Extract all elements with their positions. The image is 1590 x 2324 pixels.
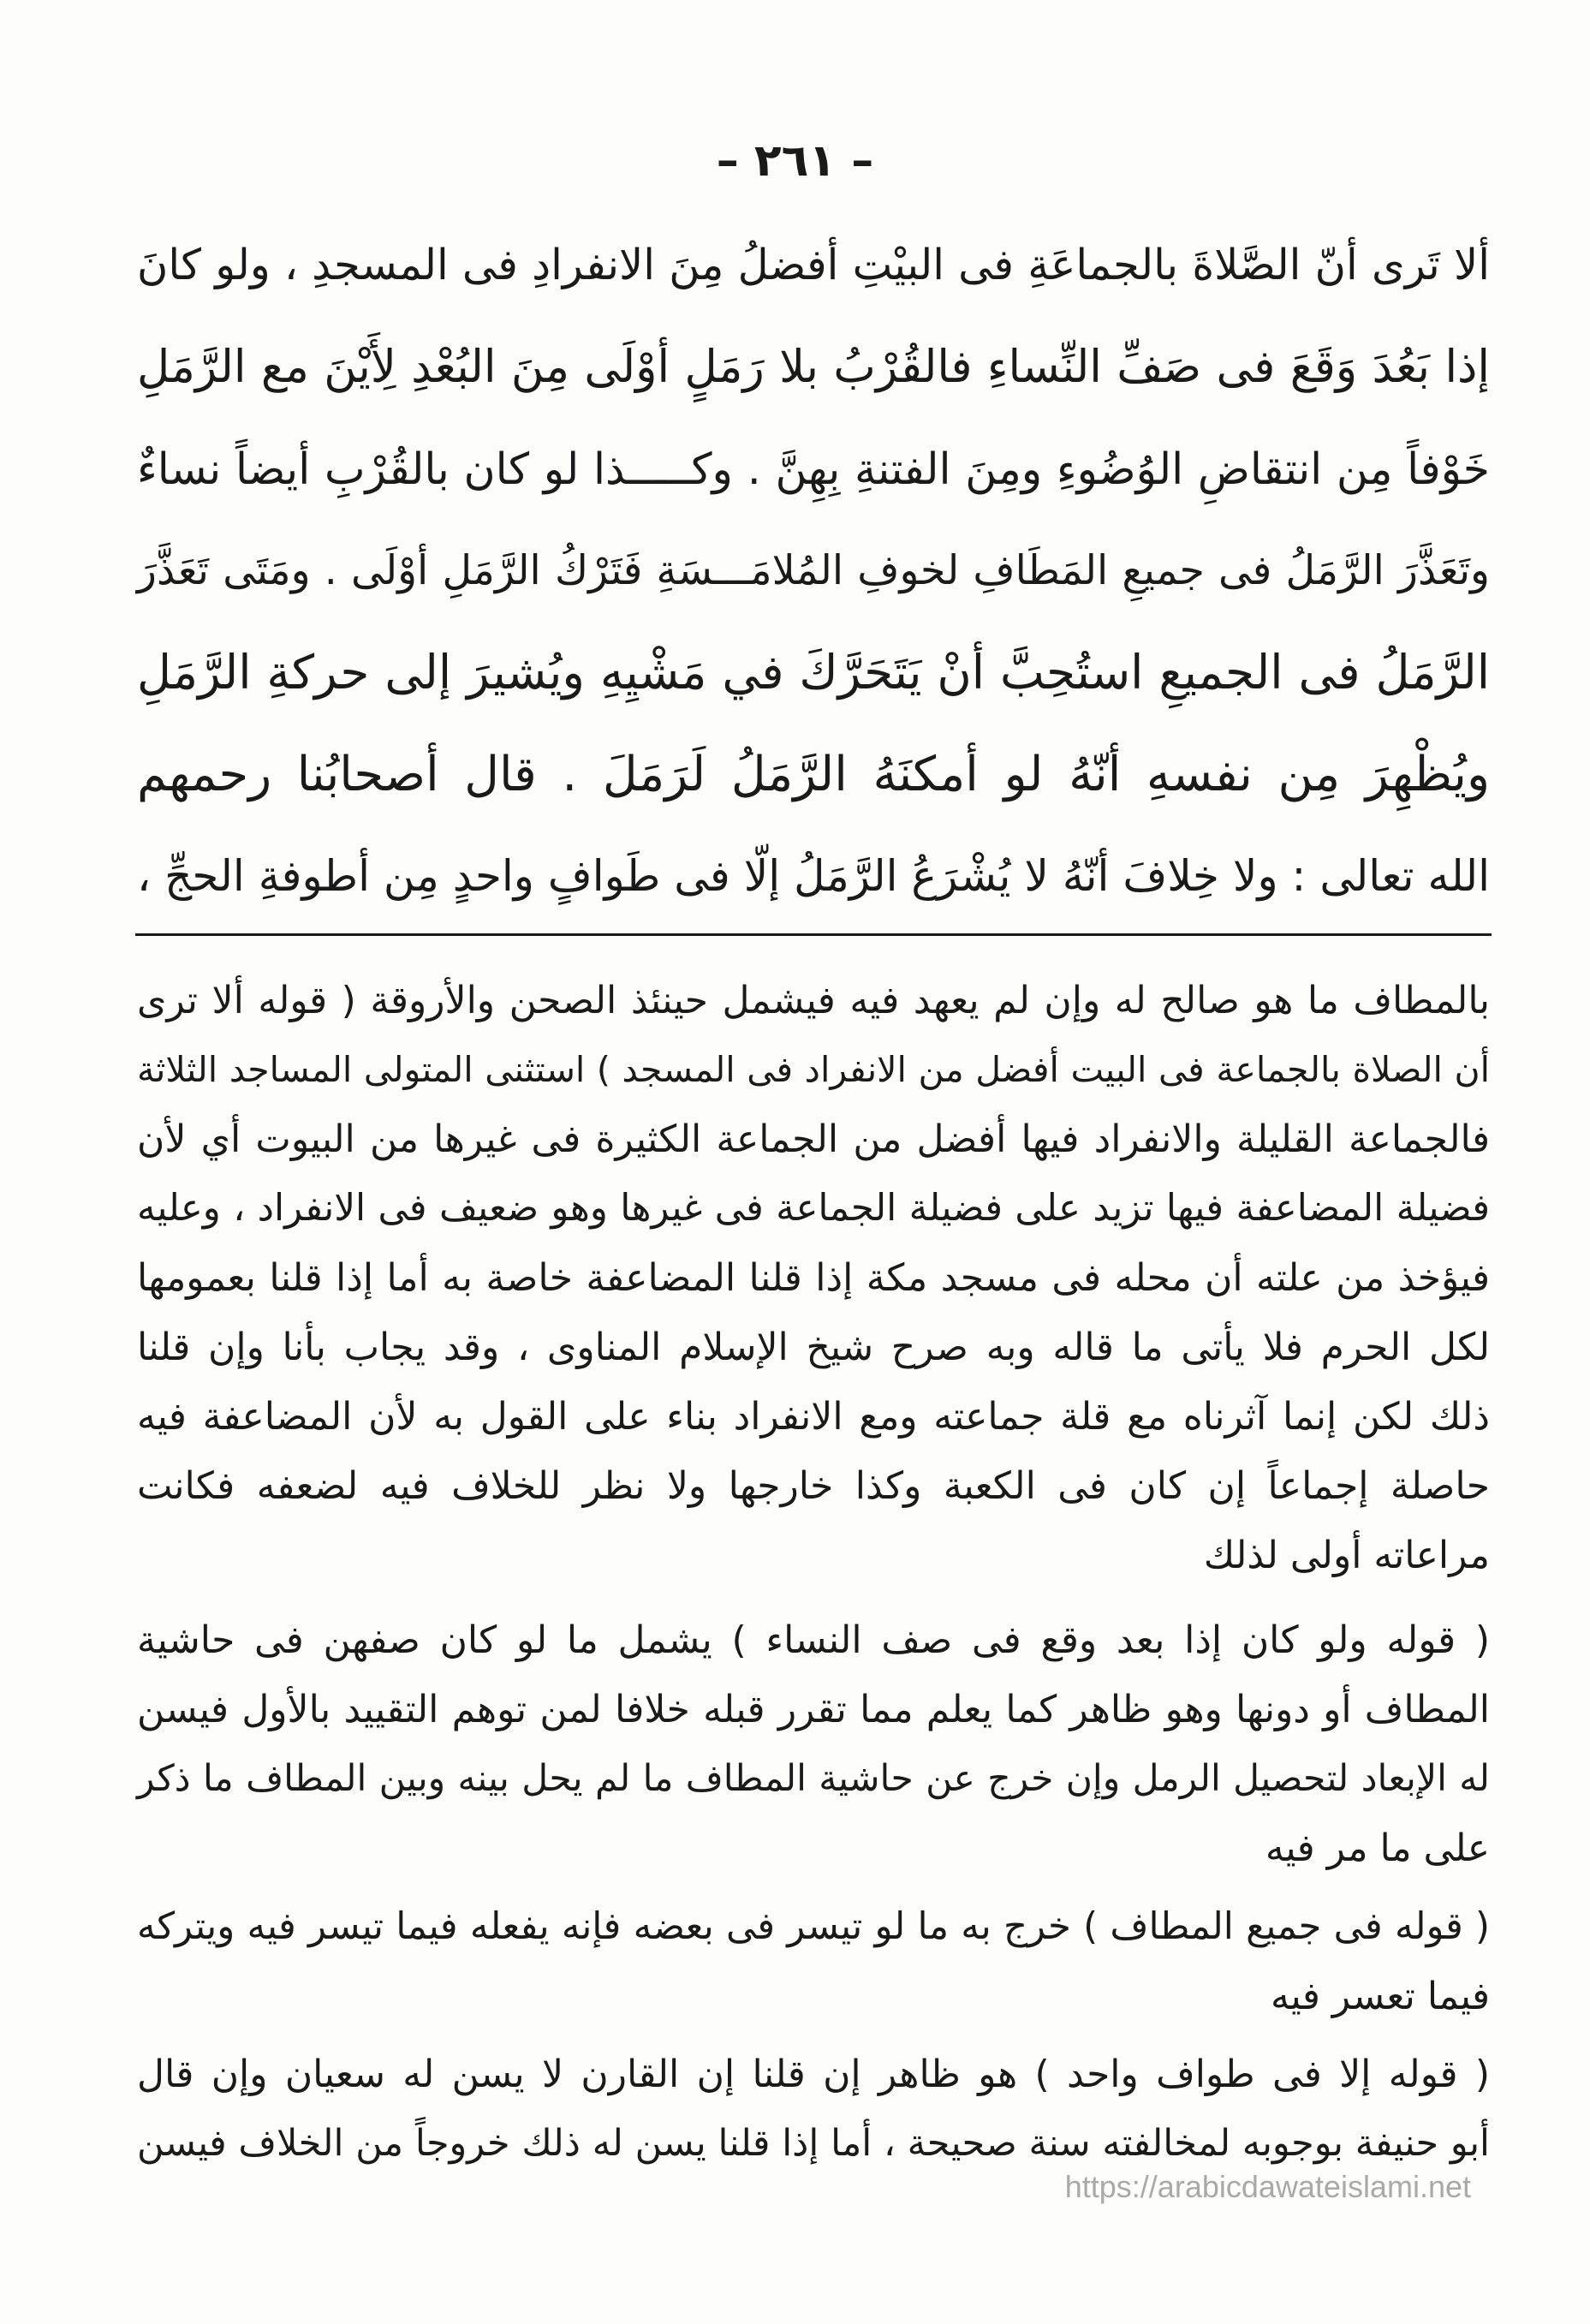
commentary-paragraph bbox=[137, 1606, 1490, 1883]
commentary-line: فالجماعة القليلة والانفراد فيها أفضل من الجماعة الكثيرة فى غيرها من البيوت أي لأن bbox=[137, 1117, 1490, 1161]
watermark-url: https://arabicdawateislami.net bbox=[1064, 2169, 1471, 2204]
commentary-paragraph bbox=[137, 966, 1490, 1590]
commentary-line: على ما مر فيه bbox=[1265, 1826, 1490, 1870]
main-text-line: وتَعَذَّرَ الرَّمَلُ فى جميعِ المَطَافِ لخوفِ المُلامَـــسَةِ فَتَرْكُ الرَّمَلِ أوْلَى . ومَتَى تَعَذَّرَ bbox=[137, 547, 1490, 594]
page-number: – ٢٦١ – bbox=[716, 135, 874, 187]
commentary-line: ذلك لكن إنما آثرناه مع قلة جماعته ومع الانفراد بناء على القول به لأن المضاعفة فيه bbox=[137, 1395, 1490, 1439]
commentary-line: حاصلة إجماعاً إن كان فى الكعبة وكذا خارجها ولا نظر للخلاف فيه لضعفه فكانت bbox=[137, 1464, 1490, 1508]
commentary-line: بالمطاف ما هو صالح له وإن لم يعهد فيه فيشمل حينئذ الصحن والأروقة ( قوله ألا ترى bbox=[137, 979, 1490, 1022]
main-text-line: إذا بَعُدَ وَقَعَ فى صَفِّ النِّساءِ فالقُرْبُ بلا رَمَلٍ أوْلَى مِنَ البُعْدِ لِأَيْنَ مع الرَّمَلِ bbox=[137, 341, 1490, 393]
footnote-separator bbox=[135, 933, 1492, 936]
main-text-line: الله تعالى : ولا خِلافَ أنّهُ لا يُشْرَعُ الرَّمَلُ إلّا فى طَوافٍ واحدٍ مِن أطوفةِ الحجِّ ، bbox=[137, 851, 1490, 901]
main-text-line: ألا تَرى أنّ الصَّلاةَ بالجماعَةِ فى البيْتِ أفضلُ مِنَ الانفرادِ فى المسجدِ ، ولو كانَ bbox=[137, 240, 1490, 289]
commentary-line: مراعاته أولى لذلك bbox=[1203, 1534, 1490, 1577]
main-text bbox=[137, 214, 1490, 927]
main-text-line: ويُظْهِرَ مِن نفسهِ أنّهُ لو أمكنَهُ الرَّمَلُ لَرَمَلَ . قال أصحابُنا رحمهم bbox=[137, 747, 1490, 802]
commentary-line: المطاف أو دونها وهو ظاهر كما يعلم مما تقرر قبله خلافا لمن توهم التقييد بالأول فيسن bbox=[137, 1688, 1490, 1731]
commentary-line: أبو حنيفة بوجوبه لمخالفته سنة صحيحة ، أما إذا قلنا يسن له ذلك خروجاً من الخلاف فيسن bbox=[137, 2122, 1490, 2165]
main-text-line: خَوْفاً مِن انتقاضِ الوُضُوءِ ومِنَ الفتنةِ بِهِنَّ . وكـــــذا لو كان بالقُرْبِ أيضاً نساءٌ bbox=[137, 444, 1490, 494]
commentary-line: لكل الحرم فلا يأتى ما قاله وبه صرح شيخ الإسلام المناوى ، وقد يجاب بأنا وإن قلنا bbox=[137, 1326, 1490, 1369]
commentary-paragraph bbox=[137, 2040, 1490, 2178]
main-text-line: الرَّمَلُ فى الجميعِ استُحِبَّ أنْ يَتَحَرَّكَ في مَشْيِهِ ويُشيرَ إلى حركةِ الرَّمَلِ bbox=[137, 645, 1490, 700]
commentary-line: فيؤخذ من علته أن محله فى مسجد مكة إذا قلنا المضاعفة خاصة به أما إذا قلنا بعمومها bbox=[137, 1256, 1490, 1300]
commentary-line: فضيلة المضاعفة فيها تزيد على فضيلة الجماعة فى غيرها وهو ضعيف فى الانفراد ، وعليه bbox=[137, 1187, 1490, 1230]
commentary-line: ( قوله ولو كان إذا بعد وقع فى صف النساء ) يشمل ما لو كان صفهن فى حاشية bbox=[137, 1618, 1490, 1662]
commentary-line: ( قوله إلا فى طواف واحد ) هو ظاهر إن قلنا إن القارن لا يسن له سعيان وإن قال bbox=[137, 2053, 1490, 2096]
commentary-line: له الإبعاد لتحصيل الرمل وإن خرج عن حاشية المطاف ما لم يحل بينه وبين المطاف ما ذكر bbox=[137, 1758, 1490, 1800]
commentary-line: ( قوله فى جميع المطاف ) خرج به ما لو تيسر فى بعضه فإنه يفعله فيما تيسر فيه ويتركه bbox=[137, 1905, 1490, 1948]
commentary-line: أن الصلاة بالجماعة فى البيت أفضل من الانفراد فى المسجد ) استثنى المتولى المساجد الثلاثة bbox=[137, 1049, 1490, 1090]
commentary-paragraph bbox=[137, 1892, 1490, 2031]
commentary-line: فيما تعسر فيه bbox=[1270, 1975, 1490, 2018]
